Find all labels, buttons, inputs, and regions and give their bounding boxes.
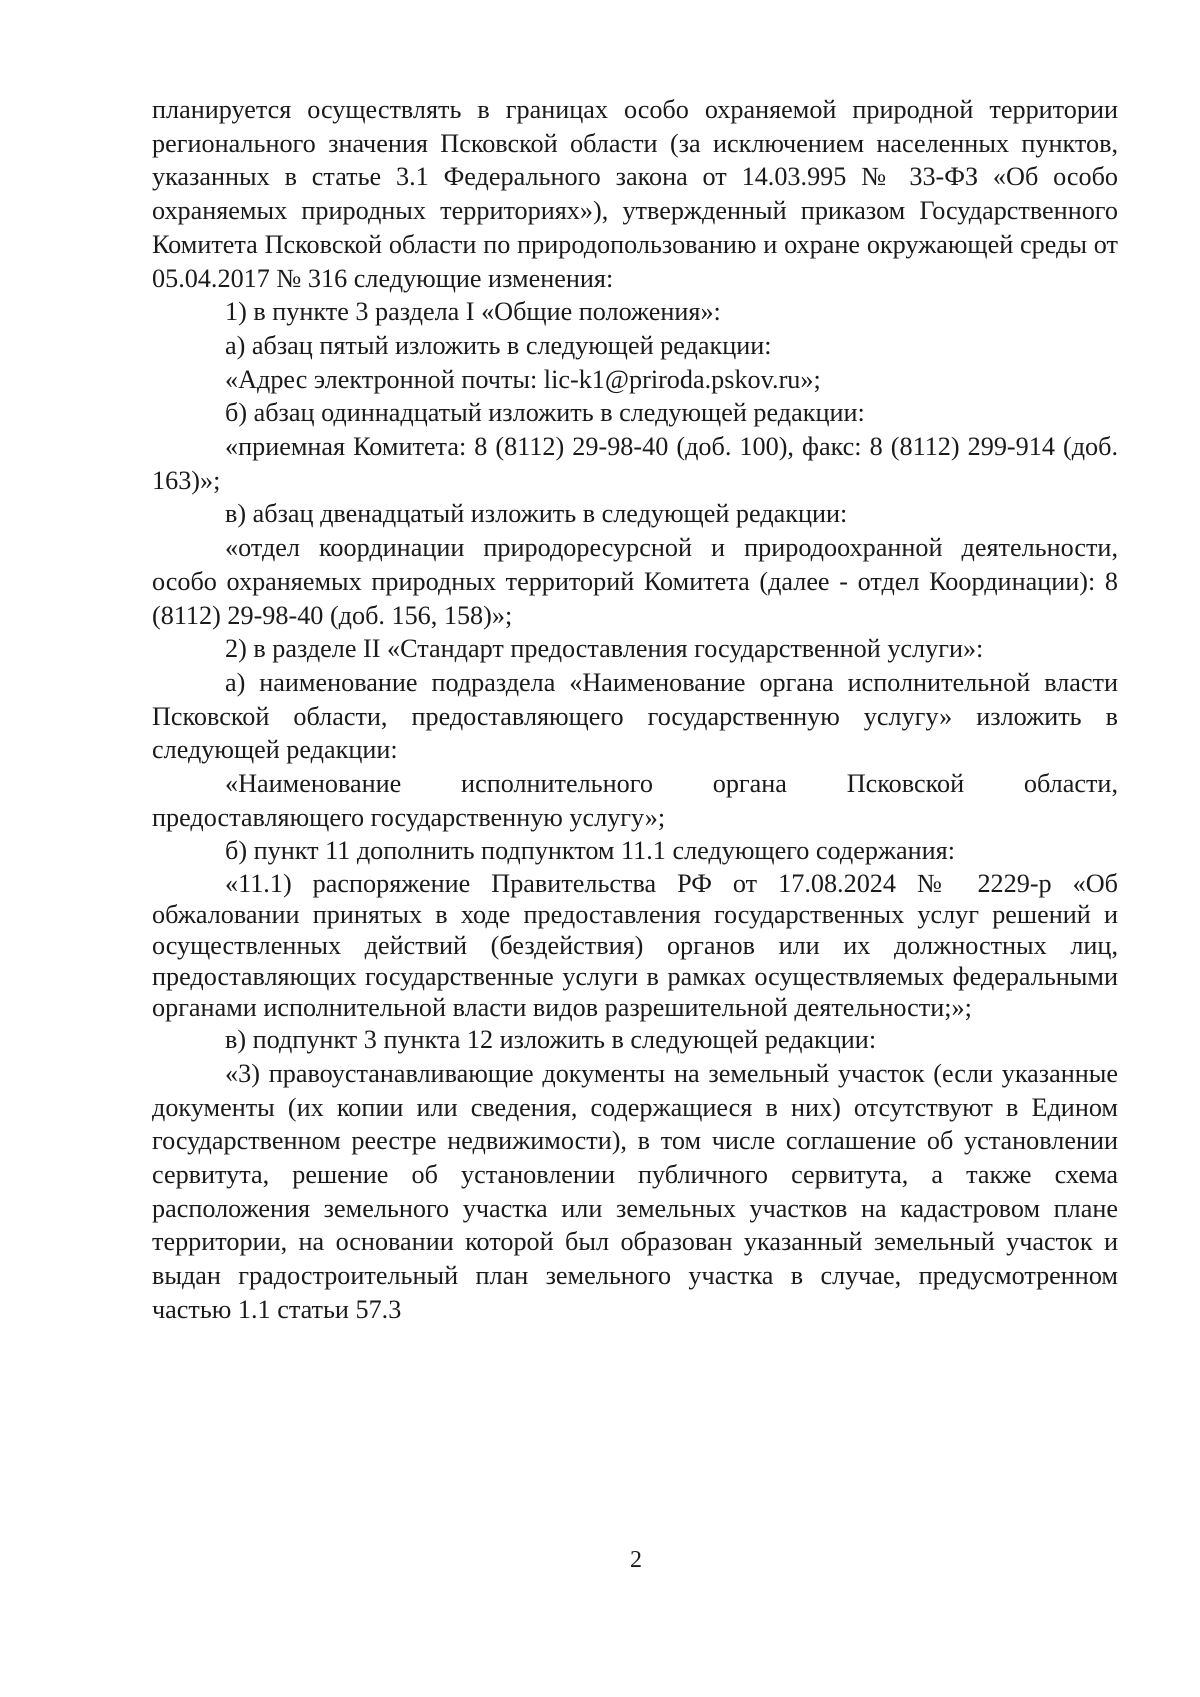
paragraph: 1) в пункте 3 раздела I «Общие положения»: (225, 297, 721, 327)
paragraph: планируется осуществлять в границах особо охраняемой природной территории регионального значения Псковской области (за исключением населенных пунктов, указанных в статье 3.1 Федерального закона от 14.03.995 № 33-ФЗ «Об особо охраняемых природных территориях»), утвержденный приказом Государственного Комитета Псковской области по природопользованию и охране окружающей среды от 05.04.2017 № 316 следующие изменения: (152, 95, 1118, 293)
paragraph: «приемная Комитета: 8 (8112) 29-98-40 (доб. 100), факс: 8 (8112) 299-914 (доб. 163)»; (152, 432, 1118, 495)
paragraph: «отдел координации природоресурсной и природоохранной деятельности, особо охраняемых природных территорий Комитета (далее - отдел Координации): 8 (8112) 29-98-40 (доб. 156, 158)»; (152, 533, 1118, 630)
paragraph: в) подпункт 3 пункта 12 изложить в следующей редакции: (225, 1025, 877, 1055)
paragraph: «3) правоустанавливающие документы на земельный участок (если указанные документы (их копии или сведения, содержащиеся в них) отсутствуют в Едином государственном реестре недвижимости), в том числе соглашение об установлении сервитута, решение об установлении публичного сервитута, а также схема расположения земельного участка или земельных участков на кадастровом плане территории, на основании которой был образован указанный земельный участок и выдан градостроительный план земельного участка в случае, предусмотренном частью 1.1 статьи 57.3 (152, 1058, 1118, 1324)
paragraph: а) абзац пятый изложить в следующей редакции: (225, 330, 772, 360)
paragraph: а) наименование подраздела «Наименование органа исполнительной власти Псковской области, предоставляющего государственную услугу» изложить в следующей редакции: (152, 667, 1118, 765)
page-number: 2 (630, 1547, 642, 1573)
paragraph: б) пункт 11 дополнить подпунктом 11.1 следующего содержания: (225, 836, 955, 866)
paragraph: «11.1) распоряжение Правительства РФ от 17.08.2024 № 2229-р «Об обжаловании принятых в ходе предоставления государственных услуг решений и осуществленных действий (бездействия) органов или их должностных лиц, предоставляющих государственные услуги в рамках осуществляемых федеральными органами исполнительной власти видов разрешительной деятельности;»; (152, 869, 1118, 1023)
paragraph: «Адрес электронной почты: lic-k1@priroda.pskov.ru»; (225, 364, 821, 394)
document-body (152, 93, 1118, 1327)
paragraph: в) абзац двенадцатый изложить в следующей редакции: (225, 499, 848, 529)
paragraph: «Наименование исполнительного органа Псковской области, предоставляющего государственную услугу»; (152, 769, 1118, 832)
paragraph: б) абзац одиннадцатый изложить в следующей редакции: (225, 398, 865, 428)
paragraph: 2) в разделе II «Стандарт предоставления государственной услуги»: (225, 634, 984, 664)
